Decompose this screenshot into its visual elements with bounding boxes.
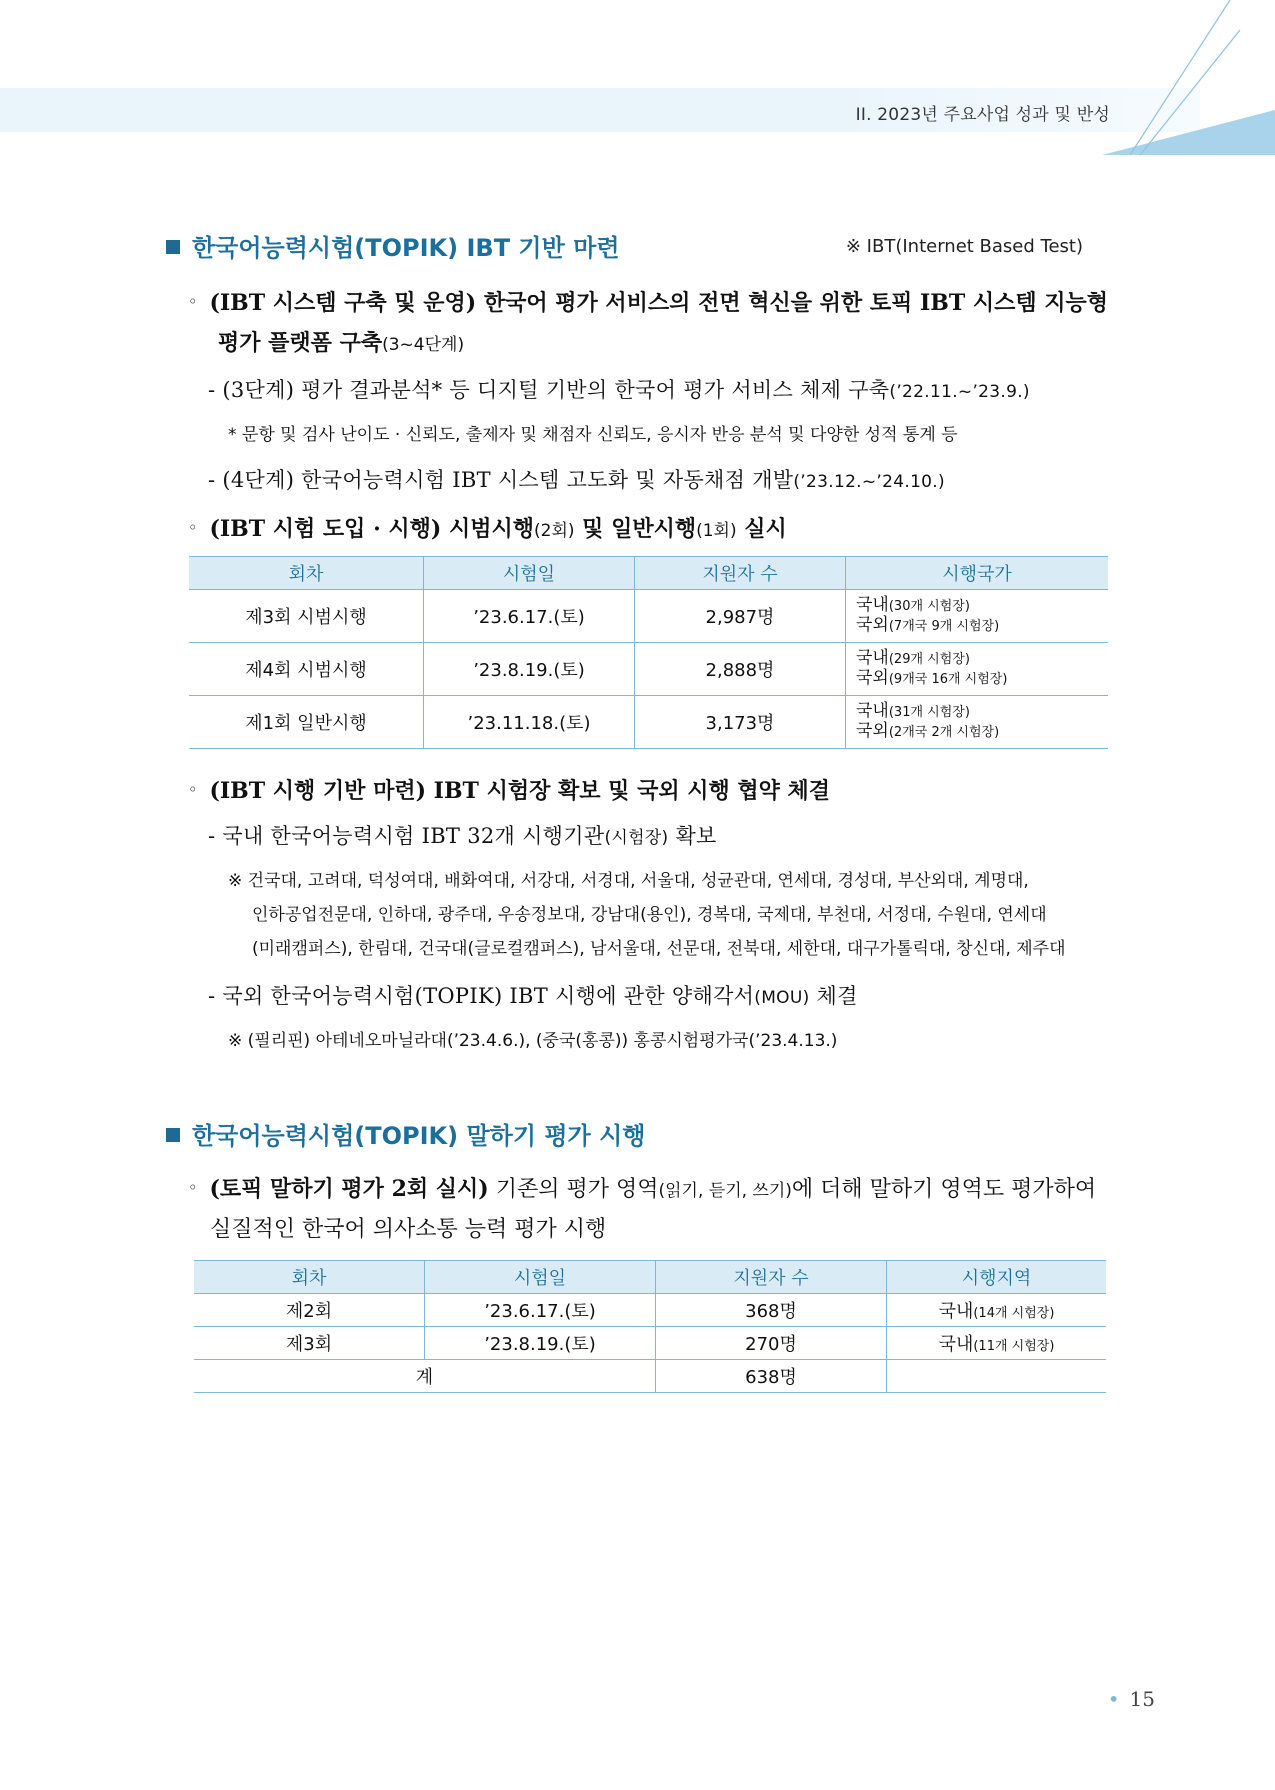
header-decoration <box>1080 0 1275 160</box>
cell-date: ’23.11.18.(토) <box>424 696 635 749</box>
bullet-speaking: ◦ (토픽 말하기 평가 2회 실시) 기존의 평가 영역(읽기, 듣기, 쓰기)에 더해 말하기 영역도 평가하여 <box>188 1176 1097 1202</box>
ref-universities-2: 인하공업전문대, 인하대, 광주대, 우송정보대, 강남대(용인), 경복대, 국제대, 부천대, 서정대, 수원대, 연세대 <box>252 905 1047 925</box>
cell-date: ’23.8.19.(토) <box>425 1327 656 1360</box>
circle-bullet-icon: ◦ <box>188 1178 198 1197</box>
speaking-exam-table <box>194 1260 1106 1393</box>
ref-universities-1: ※ 건국대, 고려대, 덕성여대, 배화여대, 서강대, 서경대, 서울대, 성균관대, 연세대, 경성대, 부산외대, 계명대, <box>228 871 1029 891</box>
cell-date: ’23.8.19.(토) <box>424 643 635 696</box>
cell-region: 국내(14개 시험장) <box>887 1294 1107 1327</box>
bullet-ibt-system: ◦ (IBT 시스템 구축 및 운영) 한국어 평가 서비스의 전면 혁신을 위한 토픽 IBT 시스템 지능형 <box>188 290 1109 316</box>
col-header: 시험일 <box>424 557 635 590</box>
cell-region: 국내(11개 시험장) <box>887 1327 1107 1360</box>
bullet-speaking-cont: 실질적인 한국어 의사소통 능력 평가 시행 <box>210 1217 607 1242</box>
circle-bullet-icon: ◦ <box>188 518 198 537</box>
cell-round: 제4회 시범시행 <box>189 643 424 696</box>
section-title-speaking: 한국어능력시험(TOPIK) 말하기 평가 시행 <box>166 1116 645 1151</box>
page-number: • 15 <box>1107 1687 1155 1711</box>
cell-count: 2,888명 <box>635 643 846 696</box>
cell-empty <box>887 1360 1107 1393</box>
cell-total-count: 638명 <box>656 1360 887 1393</box>
footnote-stage3: * 문항 및 검사 난이도 · 신뢰도, 출제자 및 채점자 신뢰도, 응시자 반응 분석 및 다양한 성적 통계 등 <box>228 425 958 445</box>
table-row <box>189 696 1108 749</box>
square-bullet-icon <box>166 240 180 254</box>
table-total-row <box>194 1360 1106 1393</box>
section-title-ibt: 한국어능력시험(TOPIK) IBT 기반 마련 <box>166 228 620 263</box>
col-header: 시행국가 <box>846 557 1109 590</box>
cell-location: 국내(29개 시험장) 국외(9개국 16개 시험장) <box>846 643 1109 696</box>
bullet-ibt-system-cont: 평가 플랫폼 구축(3~4단계) <box>218 330 465 356</box>
table-row <box>194 1294 1106 1327</box>
col-header: 시험일 <box>425 1261 656 1294</box>
cell-date: ’23.6.17.(토) <box>424 590 635 643</box>
col-header: 지원자 수 <box>656 1261 887 1294</box>
ibt-note: ※ IBT(Internet Based Test) <box>845 236 1083 257</box>
table-row <box>194 1327 1106 1360</box>
header-title: II. 2023년 주요사업 성과 및 반성 <box>855 105 1110 125</box>
cell-round: 제3회 시범시행 <box>189 590 424 643</box>
dash-overseas: - 국외 한국어능력시험(TOPIK) IBT 시행에 관한 양해각서(MOU) 체결 <box>208 984 858 1008</box>
table-row <box>189 590 1108 643</box>
table-row <box>189 643 1108 696</box>
circle-bullet-icon: ◦ <box>188 780 198 799</box>
cell-round: 제3회 <box>194 1327 425 1360</box>
col-header: 시행지역 <box>887 1261 1107 1294</box>
cell-date: ’23.6.17.(토) <box>425 1294 656 1327</box>
circle-bullet-icon: ◦ <box>188 292 198 311</box>
col-header: 회차 <box>194 1261 425 1294</box>
col-header: 지원자 수 <box>635 557 846 590</box>
cell-location: 국내(31개 시험장) 국외(2개국 2개 시험장) <box>846 696 1109 749</box>
bullet-ibt-base: ◦ (IBT 시행 기반 마련) IBT 시험장 확보 및 국외 시행 협약 체결 <box>188 778 831 804</box>
dash-domestic: - 국내 한국어능력시험 IBT 32개 시행기관(시험장) 확보 <box>208 824 717 848</box>
cell-count: 3,173명 <box>635 696 846 749</box>
cell-count: 270명 <box>656 1327 887 1360</box>
bullet-ibt-intro: ◦ (IBT 시험 도입 · 시행) 시범시행(2회) 및 일반시행(1회) 실시 <box>188 516 787 542</box>
dash-stage4: - (4단계) 한국어능력시험 IBT 시스템 고도화 및 자동채점 개발(’23.12.~’24.10.) <box>208 468 945 492</box>
col-header: 회차 <box>189 557 424 590</box>
cell-total-label: 계 <box>194 1360 656 1393</box>
ref-mou: ※ (필리핀) 아테네오마닐라대(’23.4.6.), (중국(홍콩)) 홍콩시험평가국(’23.4.13.) <box>228 1031 838 1051</box>
cell-round: 제2회 <box>194 1294 425 1327</box>
ibt-exam-table <box>189 556 1108 749</box>
cell-round: 제1회 일반시행 <box>189 696 424 749</box>
cell-count: 2,987명 <box>635 590 846 643</box>
cell-count: 368명 <box>656 1294 887 1327</box>
dash-stage3: - (3단계) 평가 결과분석* 등 디지털 기반의 한국어 평가 서비스 체제 구축(’22.11.~’23.9.) <box>208 378 1030 402</box>
square-bullet-icon <box>166 1128 180 1142</box>
dot-icon: • <box>1107 1687 1120 1711</box>
cell-location: 국내(30개 시험장) 국외(7개국 9개 시험장) <box>846 590 1109 643</box>
ref-universities-3: (미래캠퍼스), 한림대, 건국대(글로컬캠퍼스), 남서울대, 선문대, 전북대, 세한대, 대구가톨릭대, 창신대, 제주대 <box>252 939 1066 959</box>
